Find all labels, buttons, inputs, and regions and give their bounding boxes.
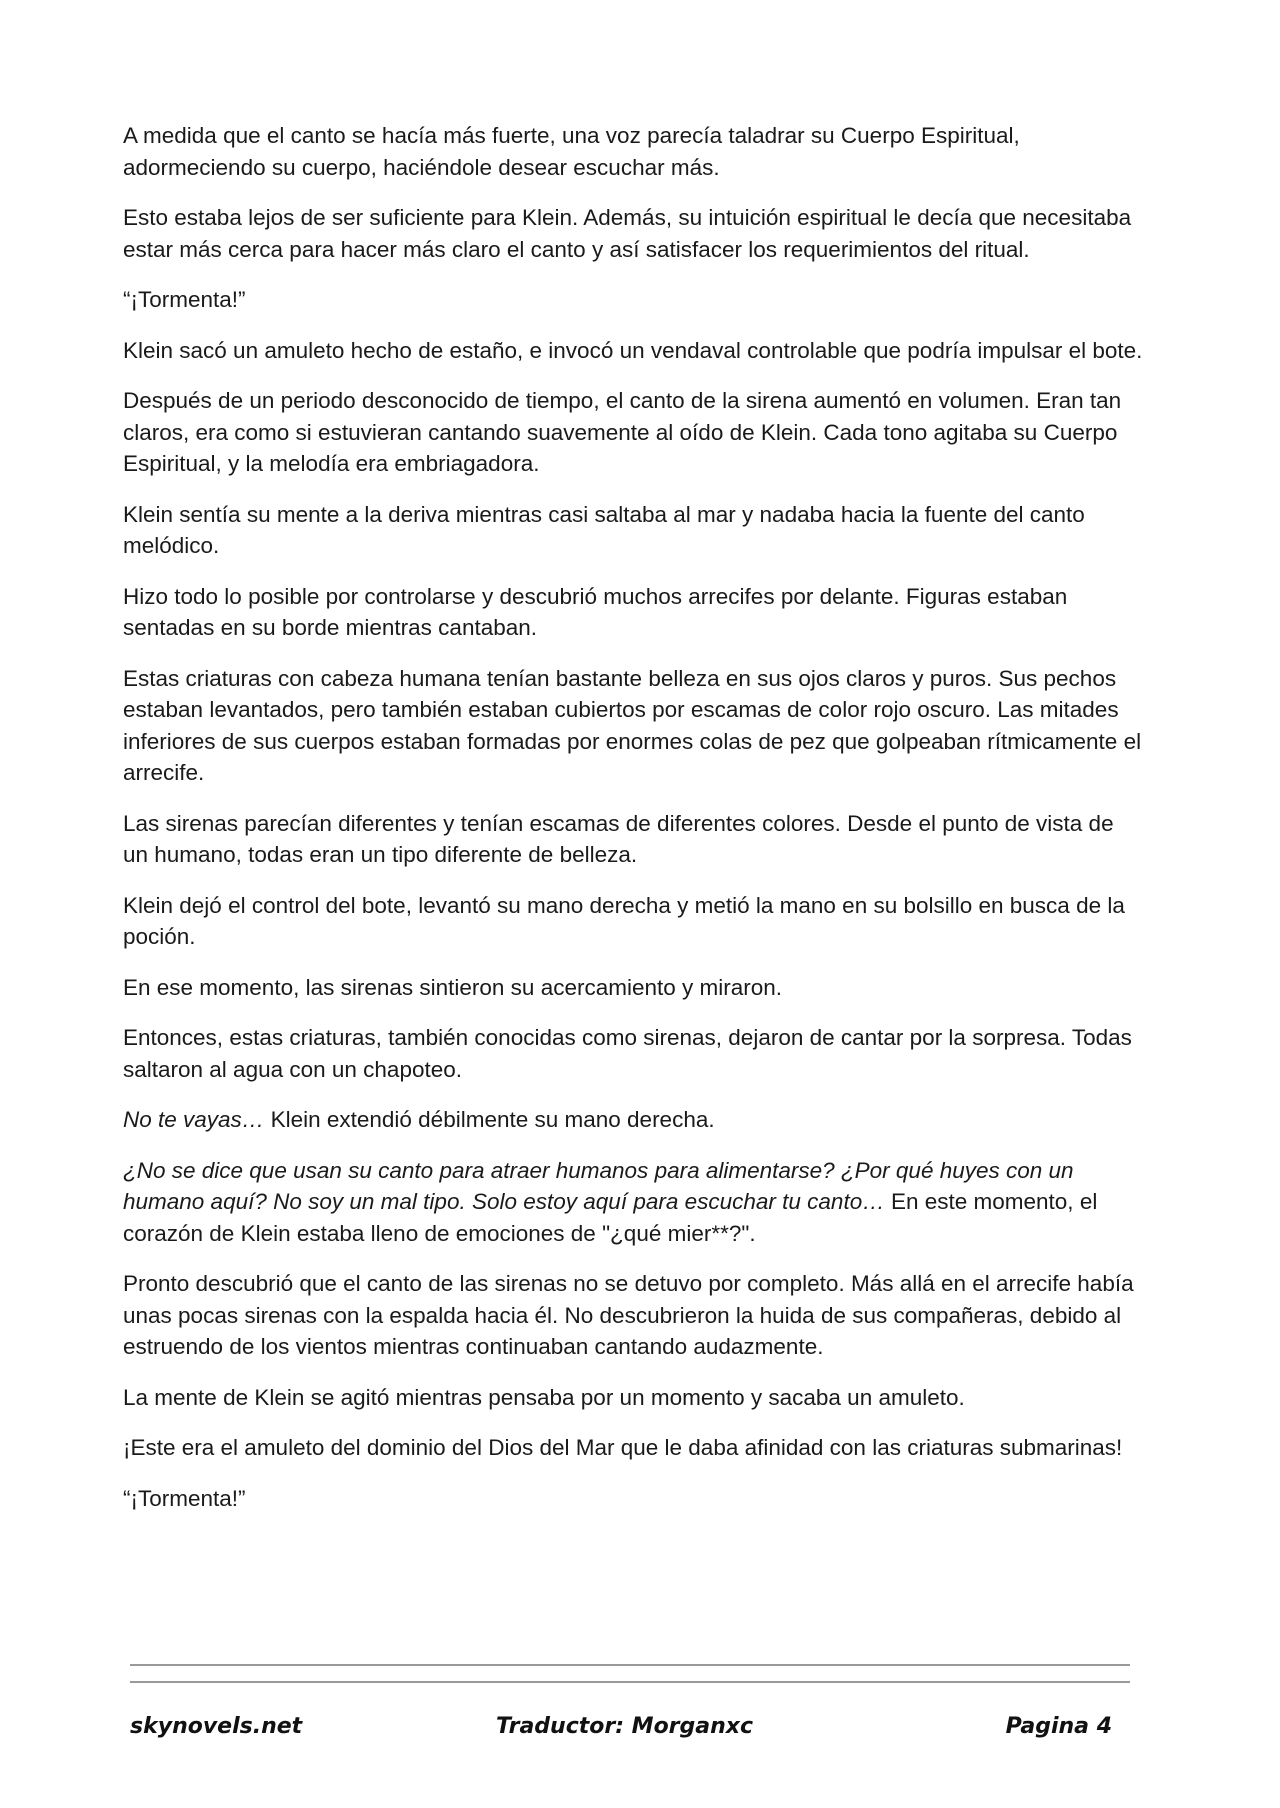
paragraph bbox=[123, 581, 1143, 644]
paragraph bbox=[123, 1022, 1143, 1085]
paragraph bbox=[123, 284, 1143, 316]
text-run: Klein sacó un amuleto hecho de estaño, e invocó un vendaval controlable que podría impulsar el bote. bbox=[123, 337, 1143, 363]
paragraph bbox=[123, 1483, 1143, 1515]
text-run: Klein sentía su mente a la deriva mientras casi saltaba al mar y nadaba hacia la fuente del canto melódico. bbox=[123, 501, 1085, 558]
text-run: Las sirenas parecían diferentes y tenían escamas de diferentes colores. Desde el punto de vista de un humano, todas eran un tipo diferente de belleza. bbox=[123, 810, 1114, 867]
footer-site-name: skynovels.net bbox=[130, 1714, 303, 1739]
page-footer bbox=[130, 1714, 1130, 1748]
text-run: Pronto descubrió que el canto de las sirenas no se detuvo por completo. Más allá en el arrecife había unas pocas sirenas con la espalda hacia él. No descubrieron la huida de sus compañeras, debido al estruendo de los vientos mientras continuaban cantando audazmente. bbox=[123, 1271, 1134, 1359]
paragraph bbox=[123, 1432, 1143, 1464]
paragraph bbox=[123, 808, 1143, 871]
text-run: “¡Tormenta!” bbox=[123, 1485, 246, 1511]
paragraph bbox=[123, 663, 1143, 789]
paragraph bbox=[123, 499, 1143, 562]
document-body bbox=[123, 120, 1143, 1533]
footer-page-number: Pagina 4 bbox=[1005, 1714, 1112, 1739]
paragraph bbox=[123, 1268, 1143, 1363]
text-run: Hizo todo lo posible por controlarse y descubrió muchos arrecifes por delante. Figuras estaban sentadas en su borde mientras cantaban. bbox=[123, 583, 1068, 640]
text-run: Klein dejó el control del bote, levantó su mano derecha y metió la mano en su bolsillo en busca de la poción. bbox=[123, 892, 1125, 949]
paragraph bbox=[123, 972, 1143, 1004]
text-run: Klein extendió débilmente su mano derecha. bbox=[264, 1107, 715, 1132]
text-run: “¡Tormenta!” bbox=[123, 287, 246, 312]
text-run: Después de un periodo desconocido de tiempo, el canto de la sirena aumentó en volumen. Eran tan claros, era como si estuvieran cantando suavemente al oído de Klein. Cada tono agitaba su Cuerpo Espiritual, y la melodía era embriagadora. bbox=[123, 388, 1122, 476]
paragraph bbox=[123, 1104, 1143, 1136]
text-run: En este momento, el corazón de Klein estaba lleno de emociones de "¿qué mier**?". bbox=[123, 1189, 1098, 1246]
paragraph bbox=[123, 120, 1143, 183]
paragraph bbox=[123, 1155, 1143, 1250]
paragraph bbox=[123, 385, 1143, 480]
text-run: Estas criaturas con cabeza humana tenían bastante belleza en sus ojos claros y puros. Sus pechos estaban levantados, pero también estaban cubiertos por escamas de color rojo oscuro. Las mitades inferiores de sus cuerpos estaban formadas por enormes colas de pez que golpeaban rítmicamente el arrecife. bbox=[123, 665, 1142, 785]
italic-text: No te vayas… bbox=[123, 1107, 265, 1132]
text-run: Entonces, estas criaturas, también conocidas como sirenas, dejaron de cantar por la sorpresa. Todas saltaron al agua con un chapoteo. bbox=[123, 1025, 1132, 1082]
footer-translator: Traductor: Morganxc bbox=[496, 1714, 754, 1739]
paragraph bbox=[123, 202, 1143, 265]
footer-divider-bottom bbox=[130, 1681, 1130, 1683]
footer-divider-top bbox=[130, 1664, 1130, 1666]
text-run: Esto estaba lejos de ser suficiente para Klein. Además, su intuición espiritual le decía que necesitaba estar más cerca para hacer más claro el canto y así satisfacer los requerimientos del ritual. bbox=[123, 205, 1132, 262]
paragraph bbox=[123, 335, 1143, 367]
italic-text: ¿No se dice que usan su canto para atraer humanos para alimentarse? ¿Por qué huyes con un humano aquí? No soy un mal tipo. Solo estoy aquí para escuchar tu canto… bbox=[123, 1157, 1074, 1214]
text-run: En ese momento, las sirenas sintieron su acercamiento y miraron. bbox=[123, 974, 783, 1000]
text-run: La mente de Klein se agitó mientras pensaba por un momento y sacaba un amuleto. bbox=[123, 1384, 965, 1410]
text-run: A medida que el canto se hacía más fuerte, una voz parecía taladrar su Cuerpo Espiritual, adormeciendo su cuerpo, haciéndole desear escuchar más. bbox=[123, 123, 1020, 180]
paragraph bbox=[123, 890, 1143, 953]
text-run: ¡Este era el amuleto del dominio del Dios del Mar que le daba afinidad con las criaturas submarinas! bbox=[123, 1435, 1123, 1460]
paragraph bbox=[123, 1382, 1143, 1414]
